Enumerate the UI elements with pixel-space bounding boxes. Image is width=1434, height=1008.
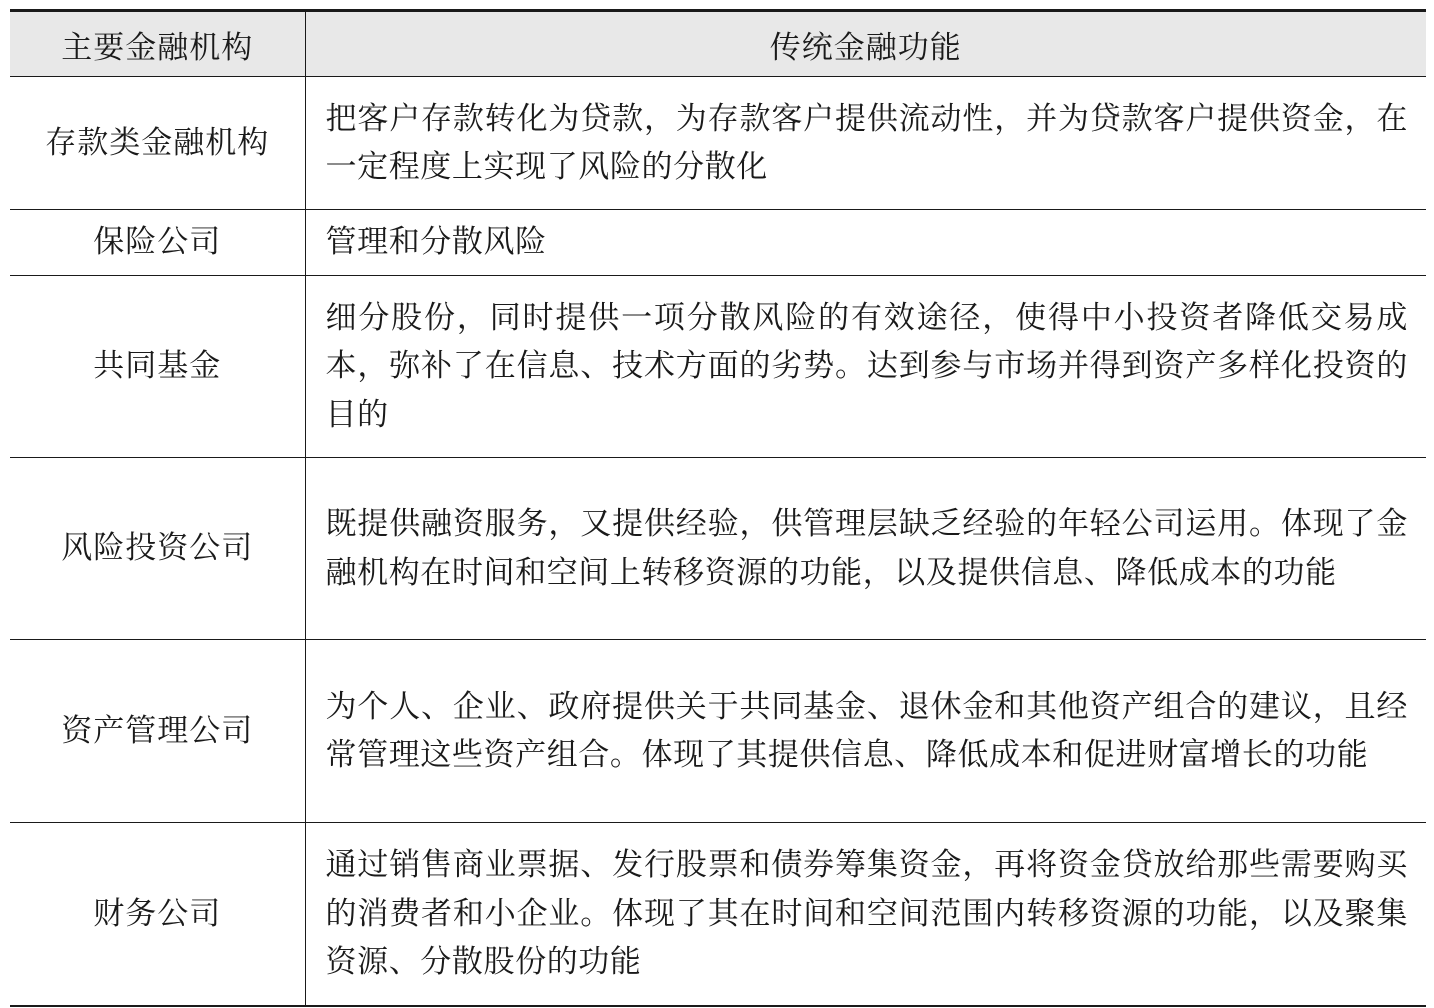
function-cell: 为个人、企业、政府提供关于共同基金、退休金和其他资产组合的建议，且经常管理这些资产组合。体现了其提供信息、降低成本和促进财富增长的功能: [305, 640, 1426, 823]
table-row: [10, 640, 1426, 823]
function-cell: 既提供融资服务，又提供经验，供管理层缺乏经验的年轻公司运用。体现了金融机构在时间和空间上转移资源的功能，以及提供信息、降低成本的功能: [305, 458, 1426, 640]
column-header-institution: 主要金融机构: [10, 11, 305, 77]
institution-cell: 共同基金: [10, 276, 305, 458]
table-row: [10, 210, 1426, 276]
table-row: [10, 77, 1426, 210]
table-row: [10, 458, 1426, 640]
function-cell: 细分股份，同时提供一项分散风险的有效途径，使得中小投资者降低交易成本，弥补了在信息、技术方面的劣势。达到参与市场并得到资产多样化投资的目的: [305, 276, 1426, 458]
table-row: [10, 823, 1426, 1006]
financial-institutions-table: [10, 9, 1426, 1007]
financial-institutions-table-container: [10, 9, 1426, 1007]
table-row: [10, 276, 1426, 458]
institution-cell: 财务公司: [10, 823, 305, 1006]
table-body: [10, 77, 1426, 1006]
institution-cell: 存款类金融机构: [10, 77, 305, 210]
function-cell: 把客户存款转化为贷款，为存款客户提供流动性，并为贷款客户提供资金，在一定程度上实现了风险的分散化: [305, 77, 1426, 210]
header-row: [10, 11, 1426, 77]
institution-cell: 保险公司: [10, 210, 305, 276]
table-header: [10, 11, 1426, 77]
function-cell: 通过销售商业票据、发行股票和债券筹集资金，再将资金贷放给那些需要购买的消费者和小企业。体现了其在时间和空间范围内转移资源的功能，以及聚集资源、分散股份的功能: [305, 823, 1426, 1006]
function-cell: 管理和分散风险: [305, 210, 1426, 276]
institution-cell: 风险投资公司: [10, 458, 305, 640]
column-header-function: 传统金融功能: [305, 11, 1426, 77]
institution-cell: 资产管理公司: [10, 640, 305, 823]
